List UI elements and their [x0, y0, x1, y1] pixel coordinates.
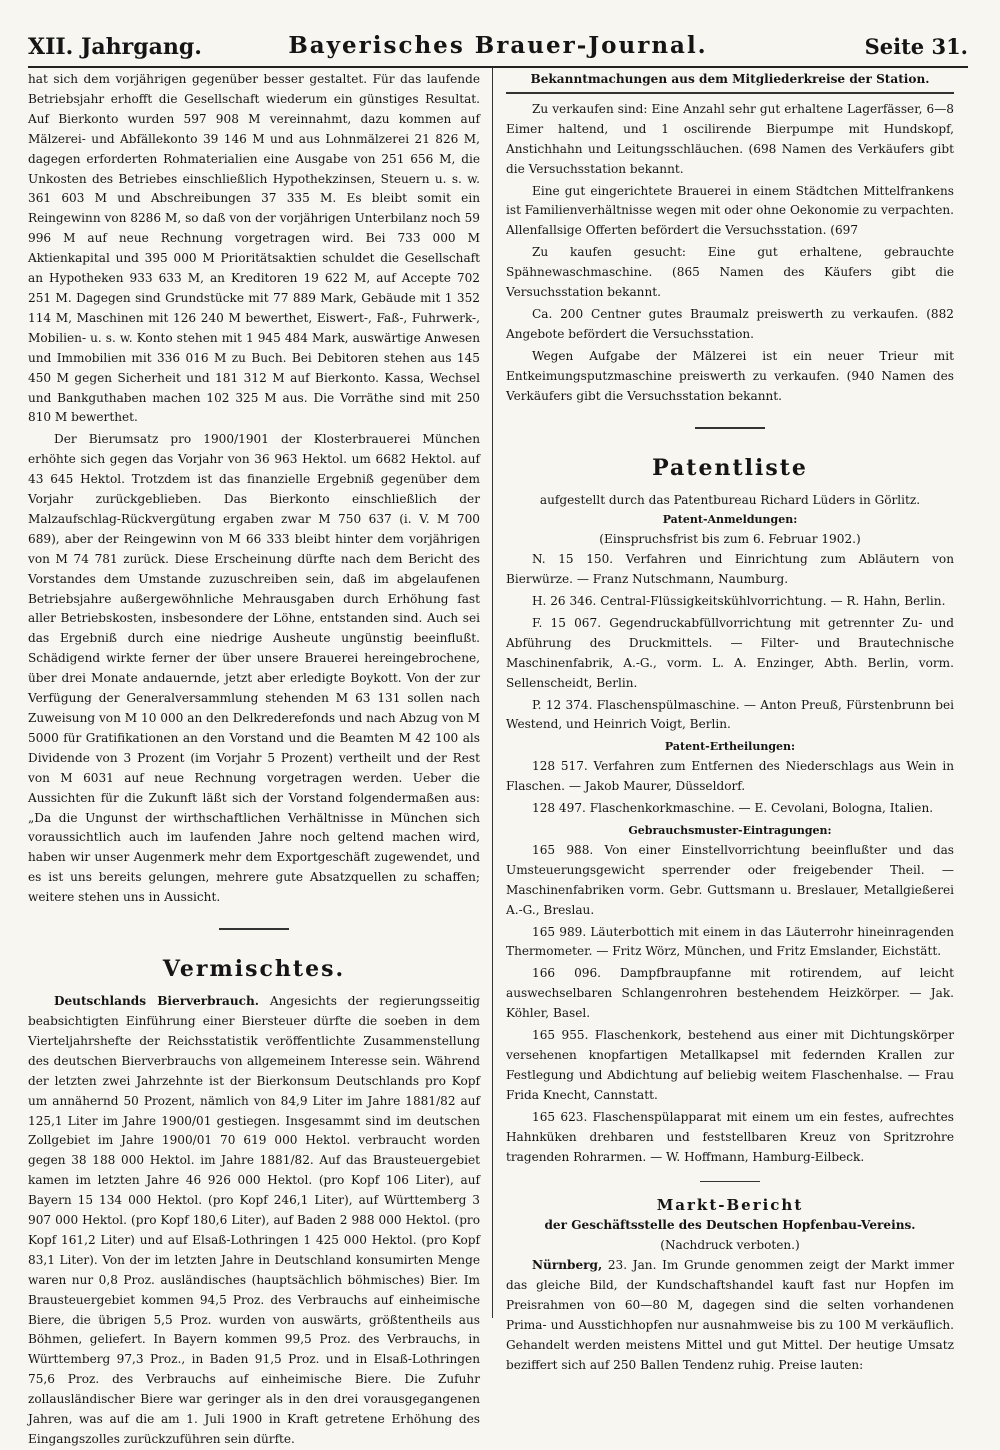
ad-item: Zu verkaufen sind: Eine Anzahl sehr gut erhaltene Lagerfässer, 6—8 Eimer haltend, und 1 oscilirende Bierpumpe mit Hundskopf, Anstichhahn und Leitungsschläuchen. (698 Namen des Verkäufers gibt die Versuchsstation bekannt. [506, 101, 954, 176]
section-rule [219, 928, 289, 930]
patent-entry: F. 15 067. Gegendruckabfüllvorrichtung mit getrennter Zu- und Abführung des Druckmittels. — Filter- und Brautechnische Maschinenfabrik, A.-G., vorm. L. A. Enzinger, Abth. Berlin, vorm. Sellenscheidt, Berlin. [506, 615, 954, 690]
right-column [506, 70, 954, 1372]
patent-entry: H. 26 346. Central-Flüssigkeitskühlvorrichtung. — R. Hahn, Berlin. [532, 594, 946, 609]
journal-title: Bayerisches Brauer-Journal. [288, 32, 708, 59]
marktbericht-subtitle: der Geschäftsstelle des Deutschen Hopfenbau-Vereins. [544, 1218, 916, 1233]
ad-item: Ca. 200 Centner gutes Braumalz preiswerth zu verkaufen. (882 Angebote befördert die Versuchsstation. [506, 306, 954, 341]
article-title: Deutschlands Bierverbrauch. [54, 994, 259, 1009]
patent-entry: 166 096. Dampfbraupfanne mit rotirendem, auf leicht auswechselbaren Schlangenrohren bestehendem Heizkörper. — Jak. Köhler, Basel. [506, 966, 954, 1021]
einspruchsfrist: (Einspruchsfrist bis zum 6. Februar 1902.) [599, 532, 861, 547]
page-header [28, 30, 968, 68]
markt-body: 23. Jan. Im Grunde genommen zeigt der Markt immer das gleiche Bild, der Kundschaftshandel kauft fast nur Hopfen im Preisrahmen von 60—80 M, dagegen sind die selten vorhandenen Prima- und Ausstichhopfen nur ausnahmweise bis zu 100 M verkäuflich. Gehandelt werden meistens Mittel und gut Mittel. Der heutige Umsatz beziffert sich auf 250 Ballen Tendenz ruhig. Preise lauten: [506, 1258, 954, 1372]
volume-label: XII. Jahrgang. [28, 34, 202, 60]
left-column [28, 70, 480, 1446]
patent-entry: N. 15 150. Verfahren und Einrichtung zum Abläutern von Bierwürze. — Franz Nutschmann, Naumburg. [506, 552, 954, 587]
section-heading-marktbericht: Markt-Bericht [656, 1196, 804, 1215]
patent-entry: 165 989. Läuterbottich mit einem in das Läuterrohr hineinragenden Thermometer. — Fritz Wörz, München, und Fritz Emslander, Eichstätt. [506, 924, 954, 959]
patent-entry: P. 12 374. Flaschenspülmaschine. — Anton Preuß, Fürstenbrunn bei Westend, und Heinrich Voigt, Berlin. [506, 697, 954, 732]
section-rule [700, 1181, 760, 1182]
patent-entry: 165 623. Flaschenspülapparat mit einem um ein festes, aufrechtes Hahnküken drehbaren und feststellbaren Kreuz von Spritzrohre tragenden Rohrarmen. — W. Hoffmann, Hamburg-Eilbeck. [506, 1109, 954, 1164]
paragraph-markt [506, 1256, 954, 1375]
markt-place: Nürnberg, [532, 1258, 603, 1273]
ertheilungen-heading: Patent-Ertheilungen: [664, 740, 796, 754]
article-body: Angesichts der regierungsseitig beabsichtigten Einführung einer Biersteuer dürfte die soeben in dem Vierteljahrshefte der Reichsstatistik veröffentlichte Zusammenstellung des deutschen Bierverbrauchs von allgemeinem Interesse sein. Während der letzten zwei Jahrzehnte ist der Bierkonsum Deutschlands pro Kopf um annähernd 50 Prozent, nämlich von 84,9 Liter im Jahre 1881/82 auf 125,1 Liter im Jahre 1900/01 gestiegen. Insgesammt sind im deutschen Zollgebiet im Jahre 1900/01 70 619 000 Hektol. verbraucht worden gegen 38 188 000 Hektol. im Jahre 1881/82. Auf das Brausteuergebiet kamen im letzten Jahre 46 926 000 Hektol. (pro Kopf 106 Liter), auf Bayern 15 134 000 Hektol. (pro Kopf 246,1 Liter), auf Württemberg 3 907 000 Hektol. (pro Kopf 180,6 Liter), auf Baden 2 988 000 Hektol. (pro Kopf 161,2 Liter) und auf Elsaß-Lothringen 1 425 000 Hektol. (pro Kopf 83,1 Liter). Von der im letzten Jahre in Deutschland konsumirten Menge waren nur 0,8 Proz. ausländisches (hauptsächlich böhmisches) Bier. Im Brausteuergebiet kommen 94,5 Proz. des Verbrauchs auf einheimische Biere, die übrigen 5,5 Proz. wurden von auswärts, größtentheils aus Böhmen, geliefert. In Bayern kommen 99,5 Proz. des Verbrauchs, in Württemberg 97,3 Proz., in Baden 91,5 Proz. und in Elsaß-Lothringen 75,6 Proz. des Verbrauchs auf einheimische Biere. Die Zufuhr zollausländischer Biere war geringer als in den drei vorausgegangenen Jahren, was auf die am 1. Juli 1900 in Kraft getretene Erhöhung des Eingangszolles zurückzuführen sein dürfte. [28, 994, 480, 1446]
patent-entry: 128 497. Flaschenkorkmaschine. — E. Cevolani, Bologna, Italien. [532, 801, 934, 816]
column-divider [492, 68, 493, 1318]
section-rule [695, 427, 765, 429]
section-heading-vermischtes: Vermischtes. [162, 956, 346, 983]
paragraph-bierverbrauch [28, 992, 480, 1450]
gebrauchsmuster-heading: Gebrauchsmuster-Eintragungen: [628, 824, 832, 837]
patent-entry: 165 955. Flaschenkork, bestehend aus einer mit Dichtungskörper versehenen knopfartigen Metallkapsel mit federnden Krallen zur Festlegung und Abdichtung auf beliebig weitem Flaschenhalse. — Frau Frida Knecht, Cannstatt. [506, 1028, 954, 1102]
paragraph-klosterbrauerei: Der Bierumsatz pro 1900/1901 der Klosterbrauerei München erhöhte sich gegen das Vorjahr von 36 963 Hektol. um 6682 Hektol. auf 43 645 Hektol. Trotzdem ist das finanzielle Ergebniß gegenüber dem Vorjahr zurückgeblieben. Das Bierkonto einschließlich der Malzaufschlag-Rückvergütung ergaben zwar M 750 637 (i. V. M 700 689), aber der Reingewinn von M 66 333 bleibt hinter dem vorjährigen von M 74 781 zurück. Diese Erscheinung dürfte nach dem Bericht des Vorstandes dem Umstande zuzuschreiben sein, daß im abgelaufenen Betriebsjahre außergewöhnliche Mehrausgaben durch Erhöhung fast aller Betriebskosten, insbesondere der Löhne, entstanden sind. Auch sei das Ergebniß durch eine niedrige Ausheute ungünstig beeinflußt. Schädigend wirkte ferner der über unsere Brauerei hereingebrochene, über drei Monate andauernde, jetzt aber erledigte Boykott. Von der zur Verfügung der Generalversammlung stehenden M 63 131 sollen nach Zuweisung von M 10 000 an den Delkrederefonds und nach Abzug von M 5000 für Gratifikationen an den Vorstand und die Beamten M 42 100 als Dividende von 3 Prozent (im Vorjahr 5 Prozent) vertheilt und der Rest von M 6031 auf neue Rechnung vorgetragen werden. Ueber die Aussichten für die Zukunft läßt sich der Vorstand folgendermaßen aus: „Da die Ungunst der wirthschaftlichen Verhältnisse in München sich voraussichtlich auch im laufenden Jahre noch geltend machen wird, haben wir unser Augenmerk mehr dem Exportgeschäft zugewendet, und es ist uns bereits gelungen, mehrere gute Absatzquellen zu schaffen; weitere stehen uns in Aussicht. [28, 432, 480, 905]
patent-subtitle: aufgestellt durch das Patentbureau Richard Lüders in Görlitz. [539, 492, 921, 507]
anmeldungen-heading: Patent-Anmeldungen: [662, 513, 798, 527]
page-number: Seite 31. [864, 34, 968, 59]
section-heading-patentliste: Patentliste [652, 454, 808, 481]
patent-entry: 128 517. Verfahren zum Entfernen des Niederschlags aus Wein in Flaschen. — Jakob Maurer, Düsseldorf. [506, 759, 954, 794]
ad-item: Zu kaufen gesucht: Eine gut erhaltene, gebrauchte Spähnewaschmaschine. (865 Namen des Käufers gibt die Versuchsstation bekannt. [506, 245, 954, 300]
ad-item: Eine gut eingerichtete Brauerei in einem Städtchen Mittelfrankens ist Familienverhältnisse wegen mit oder ohne Oekonomie zu verpachten. Allenfallsige Offerten befördert die Versuchsstation. (697 [506, 183, 954, 238]
section-heading-bekanntmachungen: Bekanntmachungen aus dem Mitgliederkreise der Station. [506, 70, 954, 94]
ad-item: Wegen Aufgabe der Mälzerei ist ein neuer Trieur mit Entkeimungsputzmaschine preiswerth zu verkaufen. (940 Namen des Verkäufers gibt die Versuchsstation bekannt. [506, 348, 954, 403]
patent-entry: 165 988. Von einer Einstellvorrichtung beeinflußter und das Umsteuerungsgewicht sperrender oder freigebender Theil. — Maschinenfabriken vorm. Gebr. Guttsmann u. Breslauer, Metallgießerei A.-G., Breslau. [506, 842, 954, 917]
paragraph-company-report: hat sich dem vorjährigen gegenüber besser gestaltet. Für das laufende Betriebsjahr erhofft die Gesellschaft wiederum ein günstiges Resultat. Auf Bierkonto wurden 597 908 M vereinnahmt, dazu kommen auf Mälzerei- und Abfällekonto 39 146 M und aus Lohnmälzerei 21 826 M, dagegen erforderten Rohmaterialien eine Ausgabe von 251 656 M, die Unkosten des Betriebes einschließlich Hypothekzinsen, Steuern u. s. w. 361 603 M und Abschreibungen 37 335 M. Es bleibt somit ein Reingewinn von 8286 M, so daß von der vorjährigen Unterbilanz noch 59 996 M auf neue Rechnung vorgetragen wird. Bei 733 000 M Aktienkapital und 395 000 M Prioritätsaktien schuldet die Gesellschaft an Hypotheken 933 633 M, an Kreditoren 19 622 M, auf Accepte 702 251 M. Dagegen sind Grundstücke mit 77 889 Mark, Gebäude mit 1 352 114 M, Maschinen mit 126 240 M bewerthet, Eiswert-, Faß-, Fuhrwerk-, Mobilien- u. s. w. Konto stehen mit 1 945 484 Mark, auswärtige Anwesen und Immobilien mit 336 016 M zu Buch. Bei Debitoren stehen aus 145 450 M gegen Sicherheit und 181 312 M auf Bierkonto. Kassa, Wechsel und Bankguthaben machen 102 325 M aus. Die Vorräthe sind mit 250 810 M bewerthet. [28, 72, 480, 425]
nachdruck-note: (Nachdruck verboten.) [660, 1238, 800, 1253]
